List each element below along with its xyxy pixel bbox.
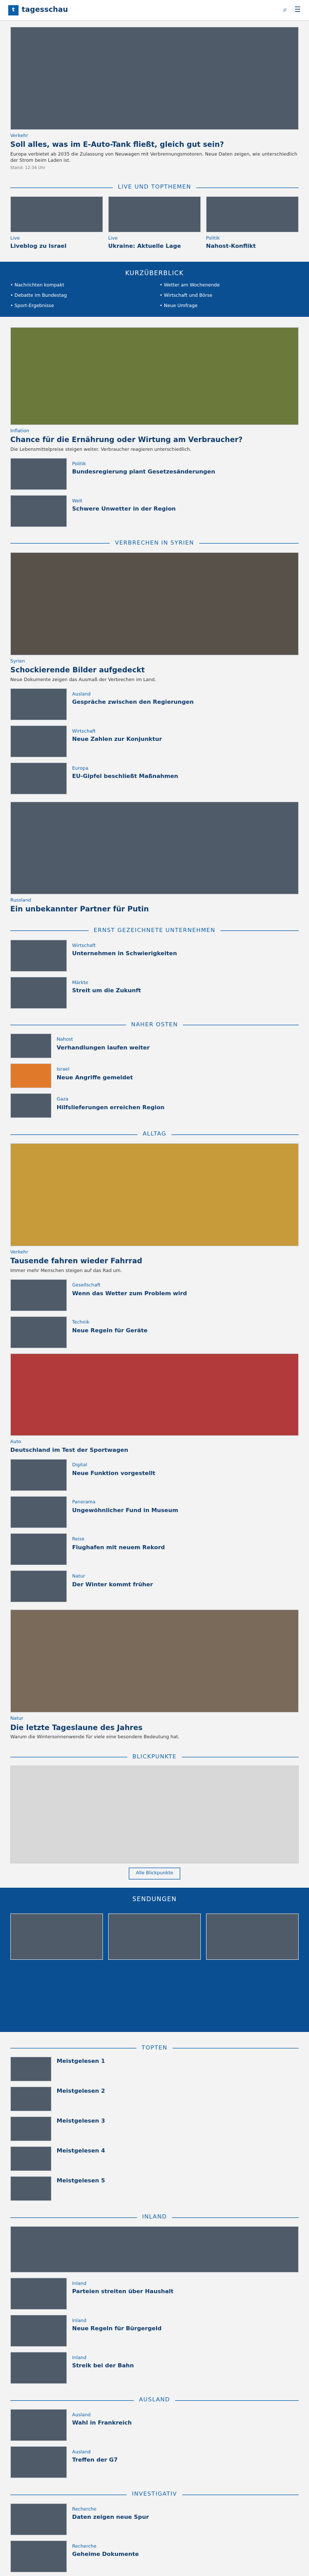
sendung-card[interactable] [10,1913,103,1960]
alltag-title[interactable]: Tausende fahren wieder Fahrrad [10,1257,143,1266]
sendung-card[interactable] [108,1913,201,1960]
topten-item[interactable]: Meistgelesen 5 [10,2176,299,2201]
list-item[interactable]: Welt Schwere Unwetter in der Region [10,495,299,527]
list-item[interactable]: Ausland Gespräche zwischen den Regierungen [10,688,299,720]
menu-icon[interactable]: ☰ [294,6,301,14]
sendungen-box: SENDUNGEN [0,1888,309,2032]
list-item[interactable]: Recherche Daten zeigen neue Spur [10,2503,299,2535]
topten-item[interactable]: Meistgelesen 2 [10,2087,299,2111]
brief-item[interactable]: • Wetter am Wochenende [160,282,299,289]
market-image[interactable] [10,327,299,425]
live-grid [10,196,299,251]
list-item[interactable]: Natur Der Winter kommt früher [10,1570,299,1602]
list-item[interactable]: Politik Bundesregierung plant Gesetzesänderungen [10,458,299,490]
brief-item[interactable]: • Wirtschaft und Börse [160,293,299,299]
brief-item[interactable]: • Debatte im Bundestag [10,293,149,299]
topten-item[interactable]: Meistgelesen 4 [10,2146,299,2171]
putin-image[interactable] [10,802,299,894]
live-card[interactable]: Live Ukraine: Aktuelle Lage [108,196,201,251]
car-image[interactable] [10,1353,299,1436]
list-item[interactable]: Nahost Verhandlungen laufen weiter [10,1033,299,1058]
inland-image[interactable] [10,2226,299,2273]
hero-kicker: Verkehr [10,133,28,139]
list-item[interactable]: Ausland Wahl in Frankreich [10,2409,299,2441]
alltag-image[interactable] [10,1143,299,1246]
list-item[interactable]: Inland Parteien streiten über Haushalt [10,2278,299,2310]
blick-image[interactable] [10,1766,299,1863]
list-item[interactable]: Wirtschaft Unternehmen in Schwierigkeiten [10,940,299,972]
brief-item[interactable]: • Sport-Ergebnisse [10,303,149,309]
section-live: LIVE UND TOPTHEMEN [10,183,299,191]
search-icon[interactable]: ⌕ [283,6,287,14]
blick-button[interactable]: Alle Blickpunkte [129,1868,180,1879]
live-card[interactable]: Politik Nahost-Konflikt [206,196,299,251]
logo-mark: t [8,5,19,15]
list-item[interactable]: Recherche Geheime Dokumente [10,2540,299,2572]
list-item[interactable]: Wirtschaft Neue Zahlen zur Konjunktur [10,725,299,757]
hero-title[interactable]: Soll alles, was im E-Auto-Tank fließt, gleich gut sein? [10,141,224,149]
list-item[interactable]: Ausland Treffen der G7 [10,2446,299,2478]
hero-meta: Stand: 12:34 Uhr [10,165,46,171]
hero-image[interactable] [10,27,299,130]
list-item[interactable]: Gaza Hilfslieferungen erreichen Region [10,1093,299,1118]
syria-title[interactable]: Schockierende Bilder aufgedeckt [10,666,145,674]
tree-title[interactable]: Die letzte Tageslaune des Jahres [10,1723,143,1732]
topten-item[interactable]: Meistgelesen 3 [10,2116,299,2141]
live-card[interactable]: Live Liveblog zu Israel [10,196,103,251]
list-item[interactable]: Europa EU-Gipfel beschließt Maßnahmen [10,762,299,794]
brief-box: KURZÜBERBLICK • Nachrichten kompakt • Wetter am Wochenende • Debatte im Bundestag • Wirtschaft und Börse • Sport-Ergebnisse • Neue Umfrage [0,262,309,317]
list-item[interactable]: Israel Neue Angriffe gemeldet [10,1063,299,1088]
list-item[interactable]: Märkte Streit um die Zukunft [10,977,299,1009]
list-item[interactable]: Panorama Ungewöhnlicher Fund in Museum [10,1496,299,1528]
sendung-card[interactable] [206,1913,299,1960]
market-title[interactable]: Chance für die Ernährung oder Wirtung am Verbraucher? [10,435,243,444]
list-item[interactable]: Inland Neue Regeln für Bürgergeld [10,2315,299,2347]
site-header [0,0,309,21]
list-item[interactable]: Digital Neue Funktion vorgestellt [10,1459,299,1491]
brief-item[interactable]: • Nachrichten kompakt [10,282,149,289]
topten-item[interactable]: Meistgelesen 1 [10,2057,299,2081]
syria-image[interactable] [10,552,299,655]
list-item[interactable]: Reise Flughafen mit neuem Rekord [10,1533,299,1565]
tree-image[interactable] [10,1609,299,1713]
list-item[interactable]: Technik Neue Regeln für Geräte [10,1316,299,1348]
list-item[interactable]: Inland Streik bei der Bahn [10,2352,299,2384]
list-item[interactable]: Gesellschaft Wenn das Wetter zum Problem wird [10,1279,299,1311]
putin-title[interactable]: Ein unbekannter Partner für Putin [10,905,149,913]
site-logo[interactable]: t tagesschau [8,5,68,15]
brief-item[interactable]: • Neue Umfrage [160,303,299,309]
hero-teaser: Europa verbietet ab 2035 die Zulassung von Neuwagen mit Verbrennungsmotoren. Neue Daten zeigen, wie unterschiedlich der Strom beim Laden ist. [10,152,298,164]
